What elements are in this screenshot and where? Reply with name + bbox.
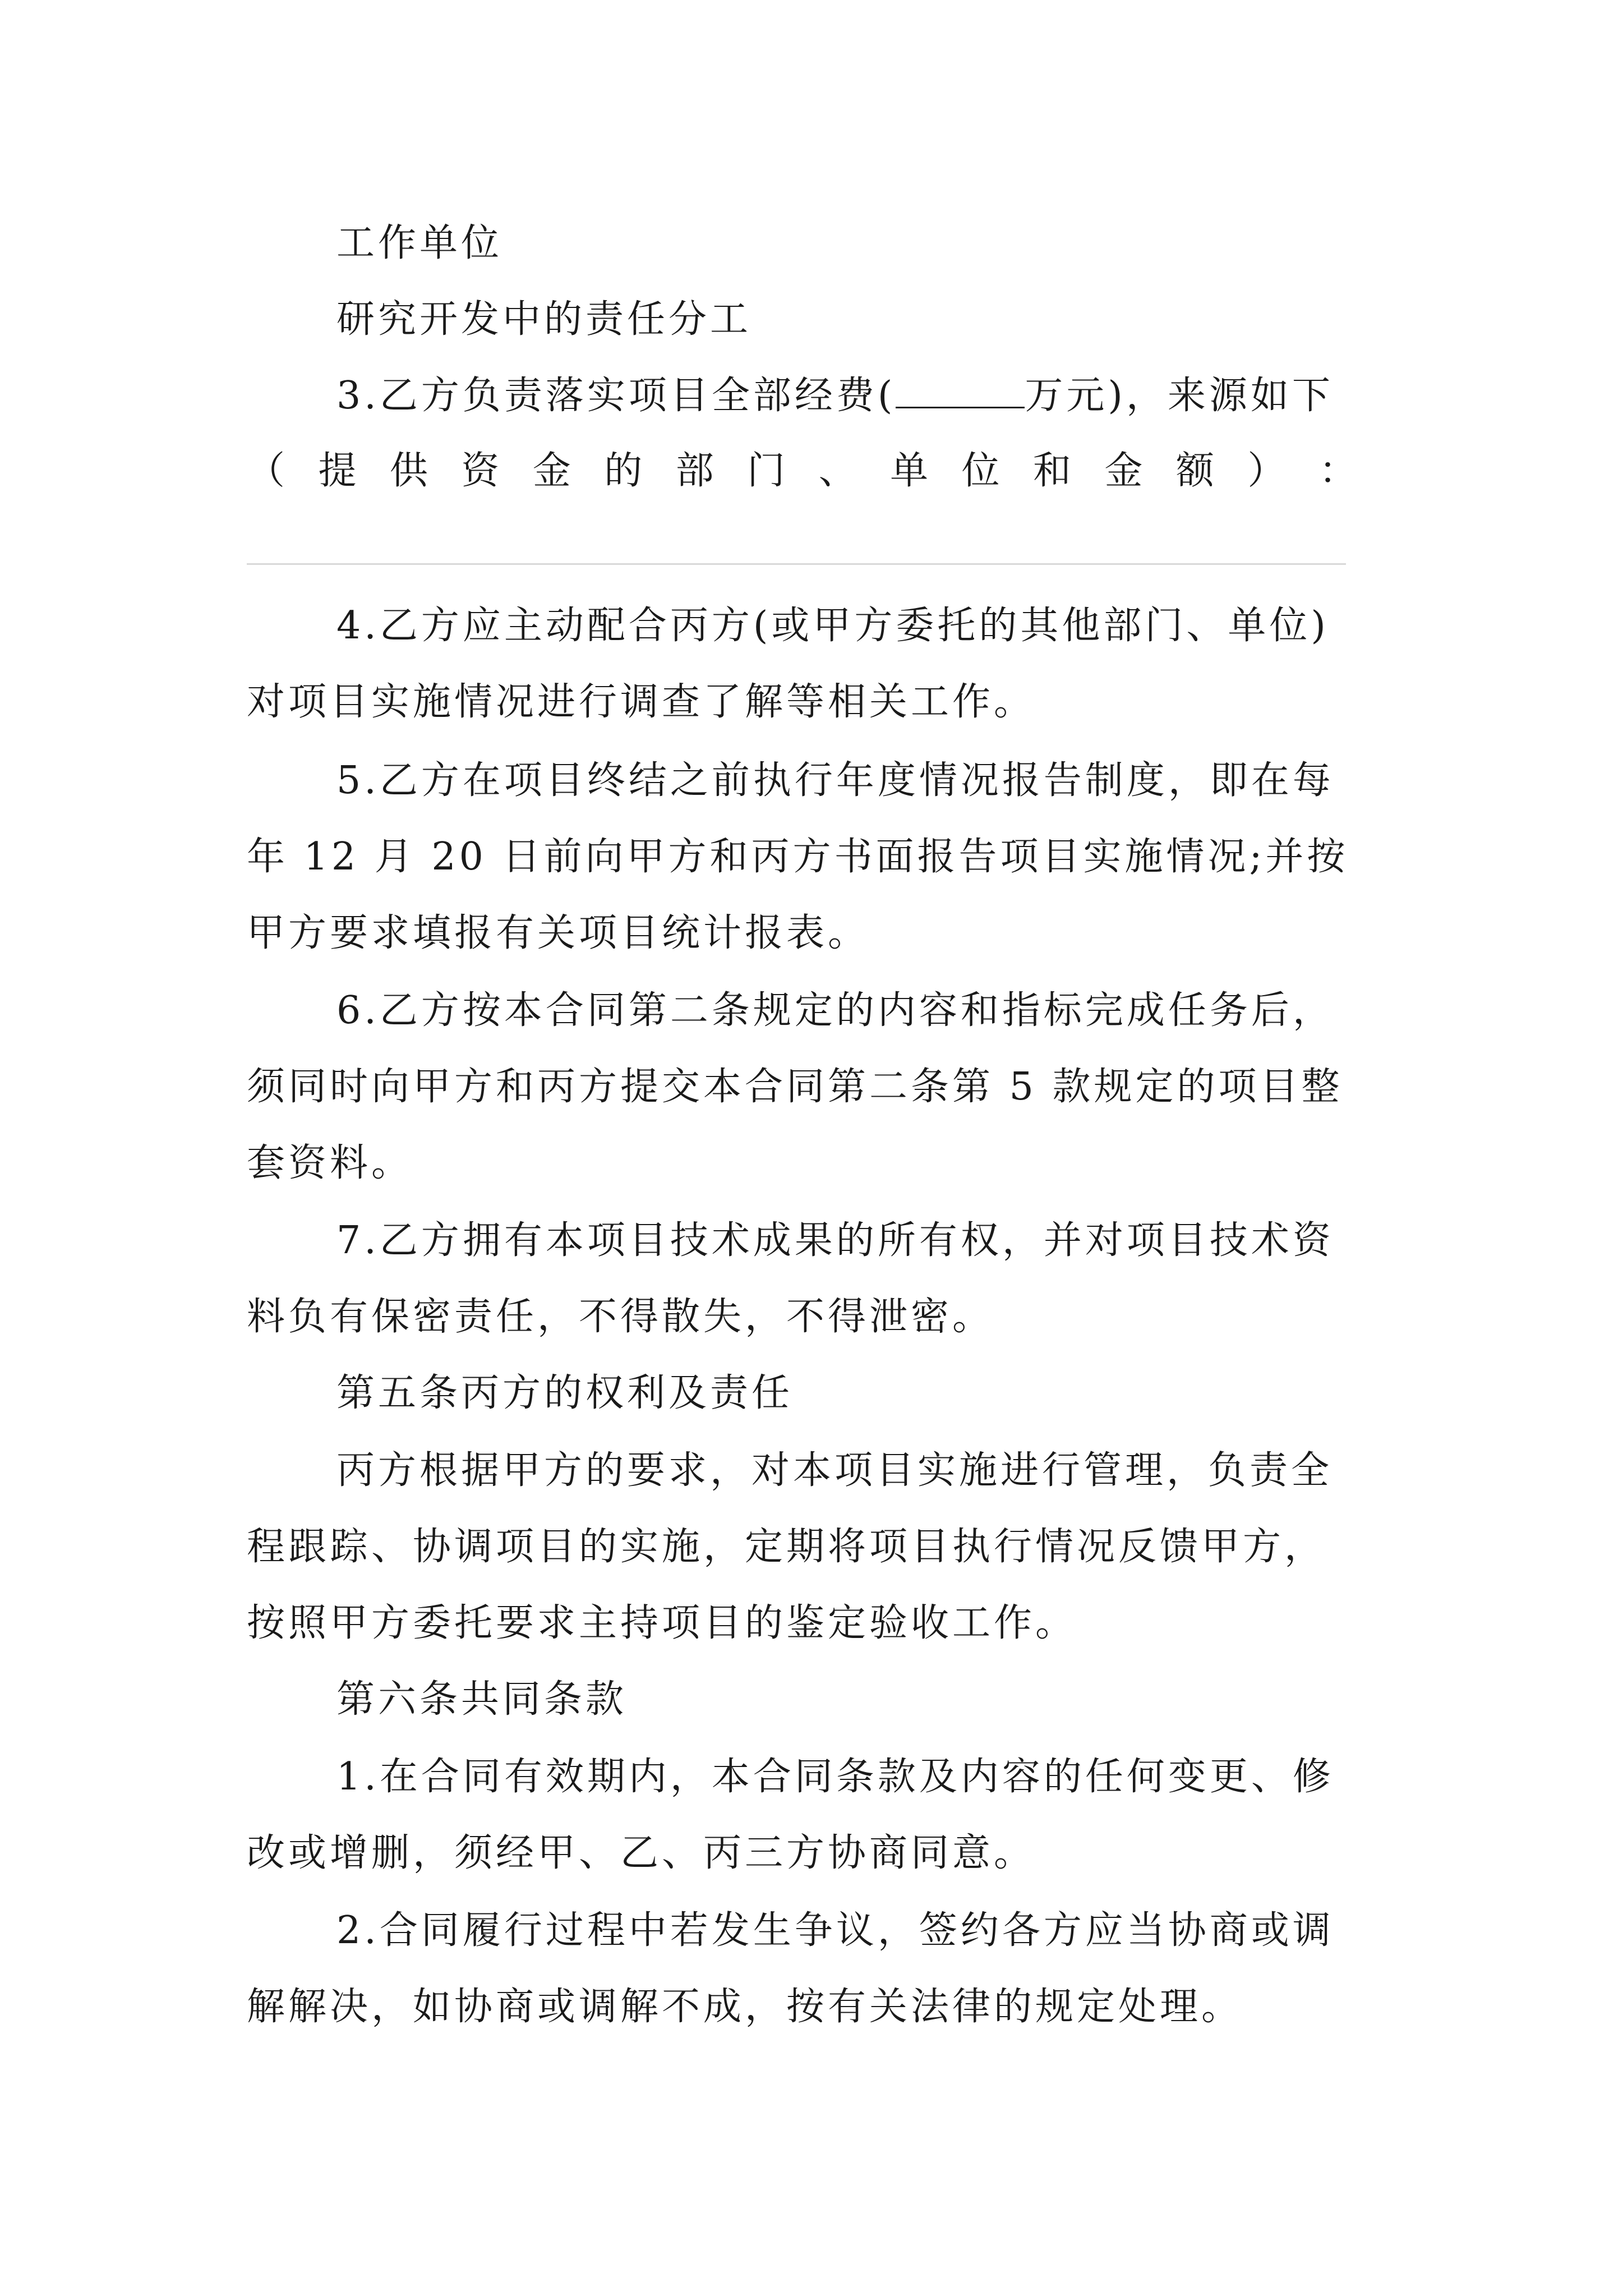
clause-4-6-line-3: 套资料。: [247, 1141, 413, 1185]
clause-4-6-line-1: 6.乙方按本合同第二条规定的内容和指标完成任务后，: [336, 988, 1334, 1033]
clause-4-4-line-1: 4.乙方应主动配合丙方(或甲方委托的其他部门、单位): [336, 604, 1329, 648]
clause-4-4-line-2: 对项目实施情况进行调查了解等相关工作。: [247, 680, 1036, 724]
clause-4-3-line-1: [336, 374, 1380, 418]
article-5-line-3: 按照甲方委托要求主持项目的鉴定验收工作。: [247, 1601, 1077, 1645]
funding-source-underline[interactable]: [247, 563, 1346, 565]
clause-4-3-text-b: 万元)，来源如下: [1025, 374, 1334, 418]
clause-4-5-line-3: 甲方要求填报有关项目统计报表。: [247, 911, 870, 955]
clause-4-6-line-2: 须同时向甲方和丙方提交本合同第二条第 5 款规定的项目整: [247, 1065, 1343, 1109]
funding-amount-blank[interactable]: [896, 374, 1025, 408]
clause-4-7-line-2: 料负有保密责任，不得散失，不得泄密。: [247, 1295, 994, 1339]
clause-6-2-line-2: 解解决，如协商或调解不成，按有关法律的规定处理。: [247, 1985, 1243, 2029]
clause-6-1-line-2: 改或增删，须经甲、乙、丙三方协商同意。: [247, 1831, 1036, 1875]
clause-4-3-line-2: （ 提 供 资 金 的 部 门 、 单 位 和 金 额 ） ：: [247, 449, 1357, 493]
work-unit-label: 工作单位: [336, 221, 503, 265]
clause-4-7-line-1: 7.乙方拥有本项目技术成果的所有权，并对项目技术资: [336, 1218, 1334, 1263]
clause-4-3-text-a: 3.乙方负责落实项目全部经费(: [336, 374, 896, 418]
clause-4-5-line-2: 年 12 月 20 日前向甲方和丙方书面报告项目实施情况;并按: [247, 835, 1349, 879]
clause-6-2-line-1: 2.合同履行过程中若发生争议，签约各方应当协商或调: [336, 1908, 1334, 1953]
article-5-line-1: 丙方根据甲方的要求，对本项目实施进行管理，负责全: [336, 1448, 1333, 1493]
clause-4-5-line-1: 5.乙方在项目终结之前执行年度情况报告制度，即在每: [336, 758, 1334, 803]
article-6-heading: 第六条共同条款: [336, 1677, 628, 1722]
article-5-heading: 第五条丙方的权利及责任: [336, 1371, 794, 1415]
responsibility-division-label: 研究开发中的责任分工: [336, 297, 752, 342]
article-5-line-2: 程跟踪、协调项目的实施，定期将项目执行情况反馈甲方，: [247, 1525, 1326, 1569]
clause-6-1-line-1: 1.在合同有效期内，本合同条款及内容的任何变更、修: [336, 1755, 1334, 1799]
